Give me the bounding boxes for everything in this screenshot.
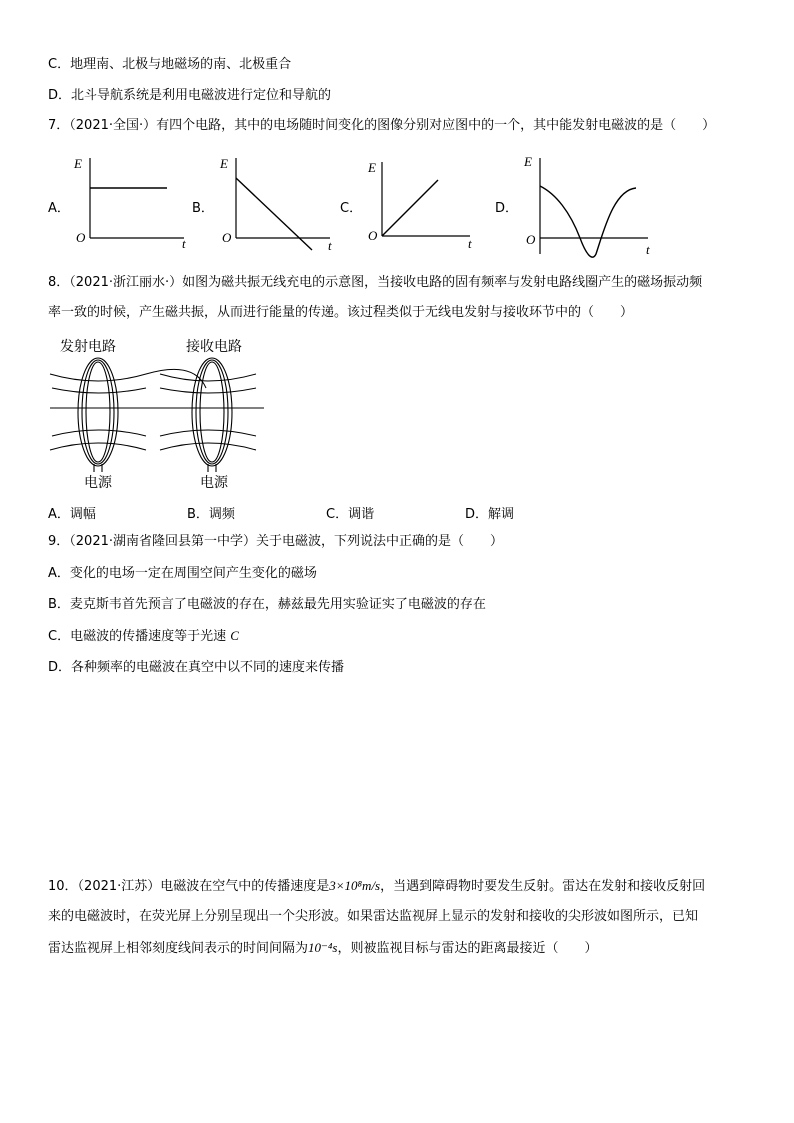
q8-option-c: C．调谐 [326,507,375,522]
increasing-line [382,180,438,236]
q9-option-c [48,627,239,646]
q7-graph-c [362,152,482,252]
origin-label: O [76,230,86,245]
q10-line3-start: 雷达监视屏上相邻刻度线间表示的时间间隔为 [48,941,309,956]
q6-option-d: D．北斗导航系统是利用电磁波进行定位和导航的 [48,88,332,103]
origin-label: O [222,230,232,245]
q7-option-d-label: D． [495,201,519,216]
origin-label: O [368,228,378,243]
axis-t-label: t [646,242,650,257]
origin-label: O [526,232,536,247]
axis-e-label: E [220,156,228,171]
q9-option-c-text: C．电磁波的传播速度等于光速 [48,629,227,644]
label-transmitter: 发射电路 [60,340,116,355]
q7-stem: 7．（2021·全国·）有四个电路，其中的电场随时间变化的图像分别对应图中的一个，其中能发射电磁波的是（ ） [48,118,716,133]
wave-curve [540,186,636,257]
axis-e-label: E [524,154,532,169]
q8-stem-line1: 8．（2021·浙江丽水·）如图为磁共振无线充电的示意图，当接收电路的固有频率与发射电路线圈产生的磁场振动频 [48,275,703,290]
q7-option-c-label: C． [340,201,363,216]
q7-option-a-label: A． [48,201,70,216]
q8-option-d: D．解调 [465,507,515,522]
axis-e-label: E [368,160,376,175]
q9-stem: 9．（2021·湖南省隆回县第一中学）关于电磁波，下列说法中正确的是（ ） [48,534,503,549]
q10-line3-end: ，则被监视目标与雷达的距离最接近（ ） [337,941,598,956]
q9-option-d: D．各种频率的电磁波在真空中以不同的速度来传播 [48,660,345,675]
decreasing-line [236,178,312,250]
axis-e-label: E [74,156,82,171]
label-power-right: 电源 [200,476,228,491]
label-power-left: 电源 [84,476,112,491]
q10-speed: 3×10⁸m/s [329,878,381,893]
label-receiver: 接收电路 [186,340,242,355]
q7-option-b-label: B． [192,201,214,216]
axis-t-label: t [328,238,332,252]
q7-graph-b [214,152,344,252]
q10-line2: 来的电磁波时，在荧光屏上分别呈现出一个尖形波。如果雷达监视屏上显示的发射和接收的尖形波如图所示，已知 [48,909,699,924]
q9-option-c-symbol: C [230,628,239,643]
axis-t-label: t [182,236,186,251]
q10-interval: 10⁻⁴s [308,940,338,955]
q8-figure [48,332,270,492]
axis-t-label: t [468,236,472,251]
q9-option-b: B．麦克斯韦首先预言了电磁波的存在，赫兹最先用实验证实了电磁波的存在 [48,597,486,612]
q8-option-b: B．调频 [187,507,235,522]
q10-line1-end: ，当遇到障碍物时要发生反射。雷达在发射和接收反射回 [380,879,706,894]
q6-option-c: C．地理南、北极与地磁场的南、北极重合 [48,57,292,72]
q8-option-a: A．调幅 [48,507,96,522]
q7-graph-d [518,150,658,262]
q10-line1-start: 10．（2021·江苏）电磁波在空气中的传播速度是 [48,879,330,894]
q9-option-a: A．变化的电场一定在周围空间产生变化的磁场 [48,566,317,581]
q10-line1 [48,877,705,896]
q7-graph-a [70,152,195,252]
q10-line3 [48,939,597,958]
q8-stem-line2: 率一致的时候，产生磁共振，从而进行能量的传递。该过程类似于无线电发射与接收环节中的（ ） [48,305,634,320]
